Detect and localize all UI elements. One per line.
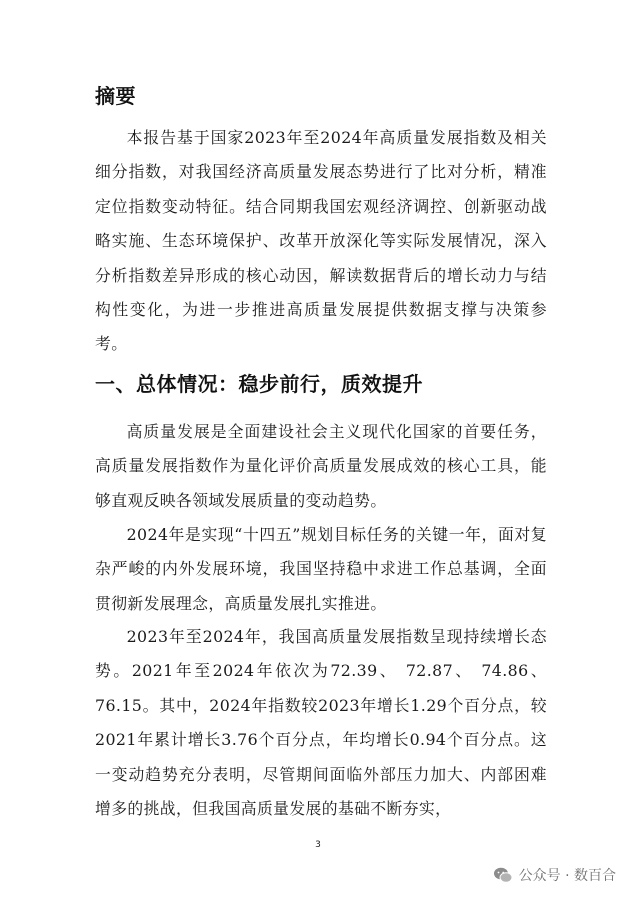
section-1-paragraph-2: 2024年是实现“十四五”规划目标任务的关键一年，面对复杂严峻的内外发展环境，我国坚持稳中求进工作总基调，全面贯彻新发展理念，高质量发展扎实推进。: [95, 525, 547, 613]
section-1-heading: 一、总体情况：稳步前行，质效提升: [95, 372, 423, 396]
abstract-paragraph: 本报告基于国家2023年至2024年高质量发展指数及相关细分指数，对我国经济高质量发展态势进行了比对分析，精准定位指数变动特征。结合同期我国宏观经济调控、创新驱动战略实施、生态环境保护、改革开放深化等实际发展情况，深入分析指数差异形成的核心动因，解读数据背后的增长动力与结构性变化，为进一步推进高质量发展提供数据支撑与决策参考。: [95, 128, 547, 354]
section-1-paragraph-1: 高质量发展是全面建设社会主义现代化国家的首要任务，高质量发展指数作为量化评价高质量发展成效的核心工具，能够直观反映各领域发展质量的变动趋势。: [95, 422, 547, 510]
wechat-watermark: [493, 864, 616, 886]
watermark-text: 公众号 · 数百合: [518, 868, 616, 884]
page-number: 3: [315, 840, 321, 850]
section-1-paragraph-3: 2023年至2024年，我国高质量发展指数呈现持续增长态势。2021年至2024年依次为72.39、 72.87、 74.86、76.15。其中，2024年指数较2023年增长1.29个百分点，较2021年累计增长3.76个百分点，年均增长0.94个百分点。这一变动趋势充分表明，尽管期间面临外部压力加大、内部困难增多的挑战，但我国高质量发展的基础不断夯实，: [95, 627, 547, 819]
wechat-icon: [493, 866, 513, 884]
abstract-heading: 摘要: [95, 84, 136, 108]
